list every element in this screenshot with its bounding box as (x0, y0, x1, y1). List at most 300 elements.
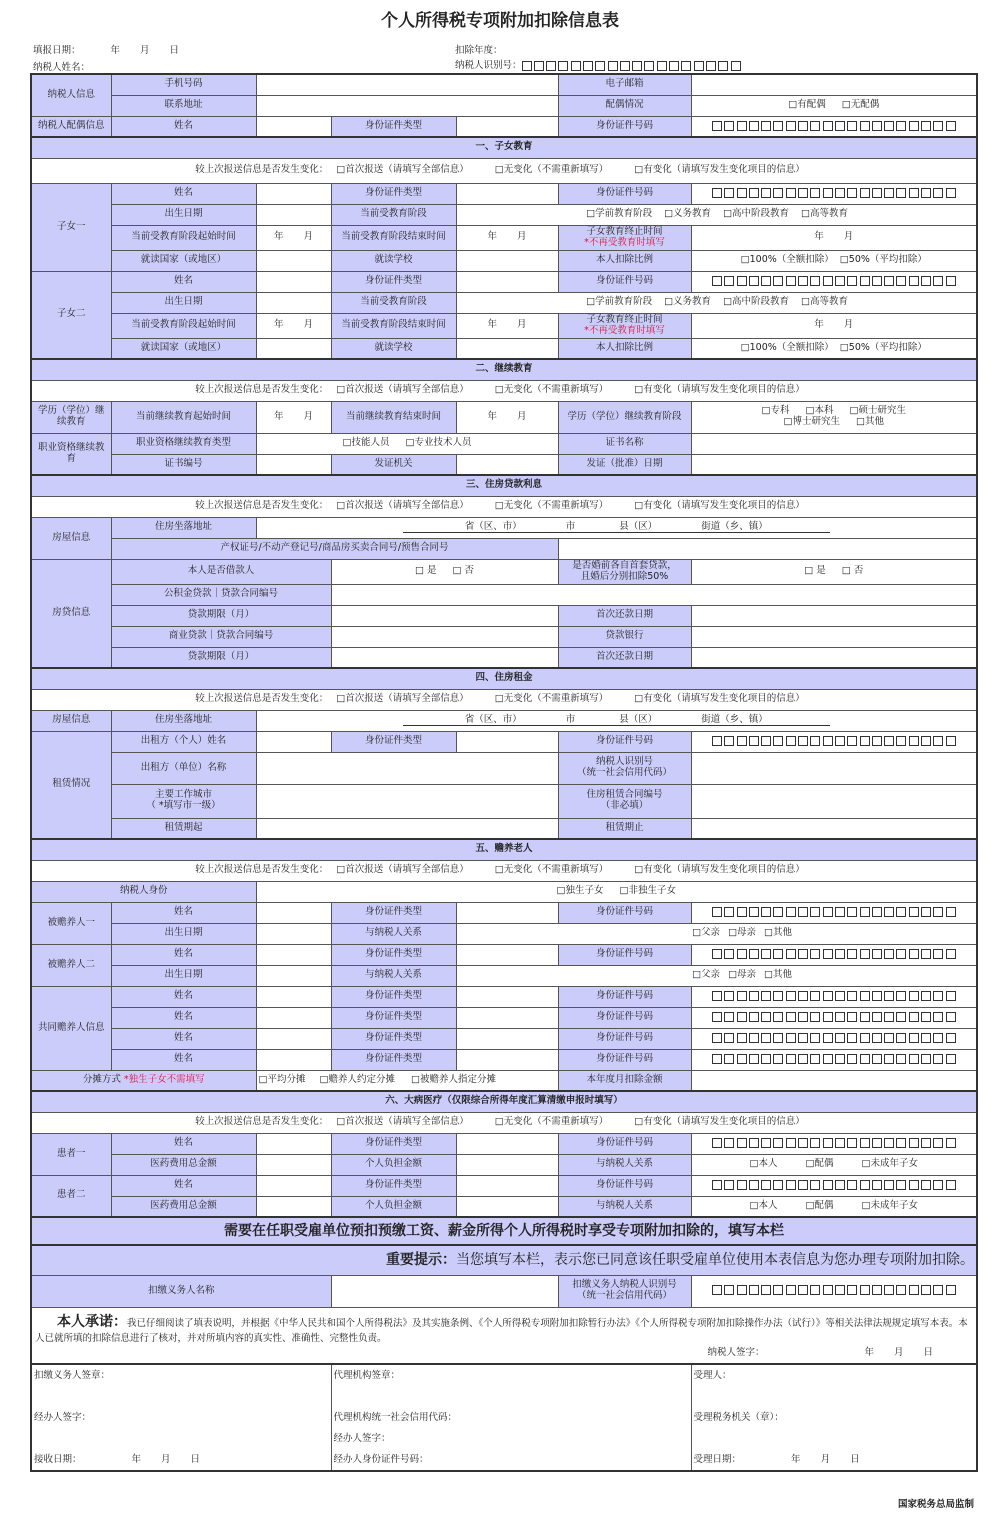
child-1-school-field[interactable] (456, 250, 558, 271)
id-digit-box[interactable] (712, 1138, 722, 1148)
id-digit-box[interactable] (798, 736, 808, 746)
id-digit-box[interactable] (737, 276, 747, 286)
id-digit-box[interactable] (823, 991, 833, 1001)
id-digit-box[interactable] (860, 1285, 870, 1295)
id-digit-box[interactable] (749, 1285, 759, 1295)
id-digit-box[interactable] (694, 61, 704, 71)
id-digit-box[interactable] (583, 61, 593, 71)
id-digit-box[interactable] (749, 907, 759, 917)
id-digit-box[interactable] (884, 1285, 894, 1295)
id-digit-box[interactable] (896, 1138, 906, 1148)
split-even-checkbox[interactable]: □平均分摊 (258, 1073, 306, 1085)
id-digit-box[interactable] (933, 949, 943, 959)
id-digit-box[interactable] (909, 1033, 919, 1043)
id-digit-box[interactable] (872, 949, 882, 959)
patient-2-name-field[interactable] (256, 1175, 331, 1196)
premarital-yes-checkbox[interactable]: □ 是 (804, 565, 826, 577)
id-digit-box[interactable] (810, 1285, 820, 1295)
child-1-id-type-field[interactable] (456, 183, 558, 204)
id-digit-box[interactable] (872, 1054, 882, 1064)
id-digit-box[interactable] (847, 188, 857, 198)
id-digit-box[interactable] (761, 276, 771, 286)
id-digit-box[interactable] (786, 1054, 796, 1064)
comm-loan-term-field[interactable] (331, 647, 558, 668)
id-digit-box[interactable] (620, 61, 630, 71)
mother-checkbox[interactable]: □母亲 (728, 927, 757, 939)
id-digit-box[interactable] (773, 991, 783, 1001)
id-digit-box[interactable] (921, 991, 931, 1001)
co-supporter-3-name-field[interactable] (256, 1028, 331, 1049)
id-digit-box[interactable] (712, 1285, 722, 1295)
comm-first-repay-field[interactable] (691, 647, 977, 668)
id-digit-box[interactable] (909, 736, 919, 746)
id-digit-box[interactable] (872, 1033, 882, 1043)
id-digit-box[interactable] (835, 188, 845, 198)
dependent-1-id-boxes[interactable] (712, 907, 956, 917)
id-digit-box[interactable] (921, 949, 931, 959)
id-digit-box[interactable] (933, 1180, 943, 1190)
id-digit-box[interactable] (823, 1180, 833, 1190)
id-digit-box[interactable] (946, 1180, 956, 1190)
id-digit-box[interactable] (884, 1012, 894, 1022)
id-digit-box[interactable] (847, 991, 857, 1001)
father-checkbox[interactable]: □父亲 (692, 969, 721, 981)
id-digit-box[interactable] (823, 1285, 833, 1295)
id-digit-box[interactable] (786, 1012, 796, 1022)
skill-checkbox[interactable]: □技能人员 (342, 437, 390, 449)
id-digit-box[interactable] (823, 121, 833, 131)
id-digit-box[interactable] (571, 61, 581, 71)
id-digit-box[interactable] (712, 1033, 722, 1043)
id-digit-box[interactable] (798, 276, 808, 286)
id-digit-box[interactable] (933, 991, 943, 1001)
patient-1-med-total-field[interactable] (256, 1154, 331, 1175)
other-relation-checkbox[interactable]: □其他 (764, 927, 793, 939)
changed-checkbox[interactable]: □有变化（请填写发生变化项目的信息） (634, 1116, 805, 1128)
stage-option-checkbox[interactable]: □学前教育阶段 (586, 208, 653, 220)
stage-option-checkbox[interactable]: □义务教育 (664, 208, 712, 220)
id-digit-box[interactable] (810, 1033, 820, 1043)
id-digit-box[interactable] (847, 1054, 857, 1064)
id-digit-box[interactable] (872, 991, 882, 1001)
id-digit-box[interactable] (823, 1033, 833, 1043)
id-digit-box[interactable] (847, 1285, 857, 1295)
dependent-2-id-boxes[interactable] (712, 949, 956, 959)
id-digit-box[interactable] (884, 907, 894, 917)
id-digit-box[interactable] (761, 991, 771, 1001)
id-digit-box[interactable] (933, 121, 943, 131)
id-digit-box[interactable] (860, 736, 870, 746)
id-digit-box[interactable] (909, 1138, 919, 1148)
id-digit-box[interactable] (737, 949, 747, 959)
id-digit-box[interactable] (896, 1054, 906, 1064)
co-supporter-2-id-boxes[interactable] (712, 1012, 956, 1022)
id-digit-box[interactable] (884, 1138, 894, 1148)
id-digit-box[interactable] (872, 276, 882, 286)
first-report-checkbox[interactable]: □首次报送（请填写全部信息） (336, 1116, 469, 1128)
fund-loan-field[interactable] (331, 584, 977, 605)
id-digit-box[interactable] (933, 907, 943, 917)
dependent-1-name-field[interactable] (256, 902, 331, 923)
id-digit-box[interactable] (872, 1180, 882, 1190)
self-checkbox[interactable]: □本人 (749, 1199, 778, 1211)
id-digit-box[interactable] (724, 1285, 734, 1295)
bank-field[interactable] (691, 626, 977, 647)
id-digit-box[interactable] (773, 1285, 783, 1295)
house-address-field[interactable] (256, 517, 977, 538)
id-digit-box[interactable] (737, 907, 747, 917)
id-digit-box[interactable] (786, 736, 796, 746)
child-2-school-field[interactable] (456, 338, 558, 359)
id-digit-box[interactable] (632, 61, 642, 71)
tech-checkbox[interactable]: □专业技术人员 (405, 437, 472, 449)
id-digit-box[interactable] (872, 907, 882, 917)
id-digit-box[interactable] (810, 991, 820, 1001)
id-digit-box[interactable] (761, 1033, 771, 1043)
dependent-2-birth-field[interactable] (256, 965, 331, 986)
id-digit-box[interactable] (946, 1138, 956, 1148)
not-only-child-checkbox[interactable]: □非独生子女 (619, 885, 676, 897)
id-digit-box[interactable] (847, 121, 857, 131)
spouse-id-type-field[interactable] (456, 116, 558, 137)
father-checkbox[interactable]: □父亲 (692, 927, 721, 939)
id-digit-box[interactable] (909, 1285, 919, 1295)
id-digit-box[interactable] (896, 1033, 906, 1043)
changed-checkbox[interactable]: □有变化（请填写发生变化项目的信息） (634, 164, 805, 176)
id-digit-box[interactable] (786, 121, 796, 131)
id-digit-box[interactable] (946, 121, 956, 131)
id-digit-box[interactable] (798, 1285, 808, 1295)
id-digit-box[interactable] (773, 188, 783, 198)
id-digit-box[interactable] (847, 736, 857, 746)
issuer-field[interactable] (456, 454, 558, 475)
id-digit-box[interactable] (872, 1285, 882, 1295)
id-digit-box[interactable] (681, 61, 691, 71)
has-spouse-checkbox[interactable]: □有配偶 (788, 99, 826, 111)
id-digit-box[interactable] (712, 991, 722, 1001)
contract-field[interactable] (691, 784, 977, 818)
id-digit-box[interactable] (798, 991, 808, 1001)
id-digit-box[interactable] (909, 949, 919, 959)
id-digit-box[interactable] (896, 907, 906, 917)
id-digit-box[interactable] (773, 907, 783, 917)
id-digit-box[interactable] (773, 1180, 783, 1190)
id-digit-box[interactable] (737, 1054, 747, 1064)
no-change-checkbox[interactable]: □无变化（不需重新填写） (494, 693, 609, 705)
child-2-birth-field[interactable] (256, 292, 331, 313)
id-digit-box[interactable] (884, 949, 894, 959)
id-digit-box[interactable] (909, 121, 919, 131)
id-digit-box[interactable] (786, 1180, 796, 1190)
id-digit-box[interactable] (657, 61, 667, 71)
no-change-checkbox[interactable]: □无变化（不需重新填写） (494, 864, 609, 876)
id-digit-box[interactable] (749, 991, 759, 1001)
id-digit-box[interactable] (946, 1285, 956, 1295)
borrower-no-checkbox[interactable]: □ 否 (452, 565, 475, 577)
id-digit-box[interactable] (872, 1138, 882, 1148)
lessor-name-field[interactable] (256, 731, 331, 752)
id-digit-box[interactable] (773, 1012, 783, 1022)
id-digit-box[interactable] (724, 1054, 734, 1064)
id-digit-box[interactable] (786, 949, 796, 959)
split-designated-checkbox[interactable]: □被赡养人指定分摊 (410, 1073, 496, 1085)
id-digit-box[interactable] (731, 61, 741, 71)
id-digit-box[interactable] (712, 121, 722, 131)
id-digit-box[interactable] (749, 736, 759, 746)
id-digit-box[interactable] (921, 121, 931, 131)
id-digit-box[interactable] (724, 188, 734, 198)
id-digit-box[interactable] (810, 188, 820, 198)
fund-loan-term-field[interactable] (331, 605, 558, 626)
id-digit-box[interactable] (909, 1012, 919, 1022)
patient-2-id-type-field[interactable] (456, 1175, 558, 1196)
patient-2-med-self-field[interactable] (456, 1196, 558, 1217)
id-digit-box[interactable] (872, 188, 882, 198)
id-digit-box[interactable] (724, 991, 734, 1001)
id-digit-box[interactable] (761, 736, 771, 746)
id-digit-box[interactable] (773, 276, 783, 286)
lessor-org-field[interactable] (256, 752, 558, 784)
id-digit-box[interactable] (749, 188, 759, 198)
id-digit-box[interactable] (712, 1012, 722, 1022)
co-supporter-3-id-boxes[interactable] (712, 1033, 956, 1043)
master-checkbox[interactable]: □硕士研究生 (849, 405, 906, 417)
id-digit-box[interactable] (773, 949, 783, 959)
id-digit-box[interactable] (810, 736, 820, 746)
id-digit-box[interactable] (909, 276, 919, 286)
id-digit-box[interactable] (946, 276, 956, 286)
id-digit-box[interactable] (823, 907, 833, 917)
dependent-1-id-type-field[interactable] (456, 902, 558, 923)
id-digit-box[interactable] (835, 276, 845, 286)
id-digit-box[interactable] (823, 736, 833, 746)
id-digit-box[interactable] (896, 188, 906, 198)
id-digit-box[interactable] (786, 276, 796, 286)
id-digit-box[interactable] (786, 1138, 796, 1148)
id-digit-box[interactable] (946, 991, 956, 1001)
id-digit-box[interactable] (909, 188, 919, 198)
no-change-checkbox[interactable]: □无变化（不需重新填写） (494, 1116, 609, 1128)
id-digit-box[interactable] (773, 1033, 783, 1043)
spouse-checkbox[interactable]: □配偶 (805, 1199, 834, 1211)
id-digit-box[interactable] (786, 907, 796, 917)
dependent-2-name-field[interactable] (256, 944, 331, 965)
id-digit-box[interactable] (884, 276, 894, 286)
id-digit-box[interactable] (798, 1012, 808, 1022)
id-digit-box[interactable] (712, 1054, 722, 1064)
id-digit-box[interactable] (737, 1285, 747, 1295)
borrower-yes-checkbox[interactable]: □ 是 (415, 565, 437, 577)
id-digit-box[interactable] (896, 991, 906, 1001)
first-report-checkbox[interactable]: □首次报送（请填写全部信息） (336, 164, 469, 176)
first-report-checkbox[interactable]: □首次报送（请填写全部信息） (336, 500, 469, 512)
id-digit-box[interactable] (946, 907, 956, 917)
self-checkbox[interactable]: □本人 (749, 1158, 778, 1170)
co-supporter-4-id-boxes[interactable] (712, 1054, 956, 1064)
child-2-id-boxes[interactable] (712, 276, 956, 286)
id-digit-box[interactable] (860, 276, 870, 286)
stage-option-checkbox[interactable]: □高等教育 (801, 296, 849, 308)
id-digit-box[interactable] (860, 907, 870, 917)
id-digit-box[interactable] (749, 1180, 759, 1190)
id-digit-box[interactable] (798, 1054, 808, 1064)
id-digit-box[interactable] (761, 188, 771, 198)
id-digit-box[interactable] (749, 1054, 759, 1064)
id-digit-box[interactable] (761, 121, 771, 131)
child-1-name-field[interactable] (256, 183, 331, 204)
first-report-checkbox[interactable]: □首次报送（请填写全部信息） (336, 864, 469, 876)
cert-name-field[interactable] (691, 433, 977, 454)
no-change-checkbox[interactable]: □无变化（不需重新填写） (494, 164, 609, 176)
id-digit-box[interactable] (749, 1138, 759, 1148)
co-supporter-2-id-type-field[interactable] (456, 1007, 558, 1028)
lessor-id-boxes[interactable] (712, 736, 956, 746)
id-digit-box[interactable] (921, 1012, 931, 1022)
id-digit-box[interactable] (835, 1012, 845, 1022)
stage-option-checkbox[interactable]: □高中阶段教育 (723, 208, 790, 220)
id-digit-box[interactable] (712, 188, 722, 198)
id-digit-box[interactable] (946, 1054, 956, 1064)
id-digit-box[interactable] (860, 1012, 870, 1022)
id-digit-box[interactable] (761, 1054, 771, 1064)
id-digit-box[interactable] (933, 1138, 943, 1148)
rent-end-field[interactable] (691, 818, 977, 839)
changed-checkbox[interactable]: □有变化（请填写发生变化项目的信息） (634, 384, 805, 396)
id-digit-box[interactable] (712, 949, 722, 959)
id-digit-box[interactable] (724, 1138, 734, 1148)
stage-option-checkbox[interactable]: □学前教育阶段 (586, 296, 653, 308)
id-digit-box[interactable] (860, 1033, 870, 1043)
premarital-no-checkbox[interactable]: □ 否 (841, 565, 864, 577)
id-digit-box[interactable] (724, 121, 734, 131)
cert-no-field[interactable] (256, 454, 331, 475)
id-digit-box[interactable] (798, 1180, 808, 1190)
id-digit-box[interactable] (884, 1180, 894, 1190)
id-digit-box[interactable] (712, 736, 722, 746)
id-digit-box[interactable] (737, 991, 747, 1001)
id-digit-box[interactable] (860, 1138, 870, 1148)
id-digit-box[interactable] (823, 1012, 833, 1022)
id-digit-box[interactable] (921, 1180, 931, 1190)
id-digit-box[interactable] (835, 1180, 845, 1190)
id-digit-box[interactable] (761, 1180, 771, 1190)
id-digit-box[interactable] (933, 276, 943, 286)
id-digit-box[interactable] (669, 61, 679, 71)
co-supporter-1-id-type-field[interactable] (456, 986, 558, 1007)
withholder-id-boxes[interactable] (712, 1285, 956, 1295)
id-digit-box[interactable] (712, 907, 722, 917)
id-digit-box[interactable] (810, 1054, 820, 1064)
rent-address-field[interactable] (256, 710, 977, 731)
no-spouse-checkbox[interactable]: □无配偶 (841, 99, 880, 111)
id-digit-box[interactable] (798, 188, 808, 198)
co-supporter-2-name-field[interactable] (256, 1007, 331, 1028)
id-digit-box[interactable] (896, 736, 906, 746)
doctor-checkbox[interactable]: □博士研究生 (783, 416, 841, 427)
property-cert-field[interactable] (558, 538, 977, 559)
stage-option-checkbox[interactable]: □高等教育 (801, 208, 849, 220)
id-digit-box[interactable] (933, 1285, 943, 1295)
id-digit-box[interactable] (773, 121, 783, 131)
bachelor-checkbox[interactable]: □本科 (805, 405, 834, 417)
id-digit-box[interactable] (909, 1054, 919, 1064)
child-2-country-field[interactable] (256, 338, 331, 359)
id-digit-box[interactable] (595, 61, 605, 71)
patient-1-id-boxes[interactable] (712, 1138, 956, 1148)
id-digit-box[interactable] (896, 949, 906, 959)
rent-start-field[interactable] (256, 818, 558, 839)
id-digit-box[interactable] (737, 1033, 747, 1043)
patient-1-med-self-field[interactable] (456, 1154, 558, 1175)
id-digit-box[interactable] (712, 276, 722, 286)
id-digit-box[interactable] (860, 188, 870, 198)
id-digit-box[interactable] (933, 1054, 943, 1064)
id-digit-box[interactable] (835, 949, 845, 959)
id-digit-box[interactable] (761, 1138, 771, 1148)
id-digit-box[interactable] (847, 1180, 857, 1190)
co-supporter-1-name-field[interactable] (256, 986, 331, 1007)
id-digit-box[interactable] (884, 121, 894, 131)
id-digit-box[interactable] (823, 1054, 833, 1064)
id-digit-box[interactable] (724, 1012, 734, 1022)
id-digit-box[interactable] (823, 276, 833, 286)
id-digit-box[interactable] (823, 949, 833, 959)
id-digit-box[interactable] (921, 1285, 931, 1295)
id-digit-box[interactable] (522, 61, 532, 71)
ratio-100-checkbox[interactable]: □100%（全额扣除） (740, 341, 834, 353)
patient-2-id-boxes[interactable] (712, 1180, 956, 1190)
id-digit-box[interactable] (860, 121, 870, 131)
child-1-id-boxes[interactable] (712, 188, 956, 198)
id-digit-box[interactable] (921, 1033, 931, 1043)
id-digit-box[interactable] (946, 949, 956, 959)
id-digit-box[interactable] (933, 736, 943, 746)
child-2-name-field[interactable] (256, 271, 331, 292)
co-supporter-1-id-boxes[interactable] (712, 991, 956, 1001)
spouse-checkbox[interactable]: □配偶 (805, 1158, 834, 1170)
id-digit-box[interactable] (724, 949, 734, 959)
id-digit-box[interactable] (884, 1054, 894, 1064)
dependent-1-birth-field[interactable] (256, 923, 331, 944)
id-digit-box[interactable] (558, 61, 568, 71)
id-digit-box[interactable] (921, 1054, 931, 1064)
id-digit-box[interactable] (909, 907, 919, 917)
id-digit-box[interactable] (847, 1012, 857, 1022)
other-relation-checkbox[interactable]: □其他 (764, 969, 793, 981)
child-1-birth-field[interactable] (256, 204, 331, 225)
id-digit-box[interactable] (860, 1180, 870, 1190)
id-digit-box[interactable] (786, 188, 796, 198)
no-change-checkbox[interactable]: □无变化（不需重新填写） (494, 384, 609, 396)
id-digit-box[interactable] (946, 1012, 956, 1022)
id-digit-box[interactable] (798, 121, 808, 131)
id-digit-box[interactable] (835, 1033, 845, 1043)
co-supporter-4-name-field[interactable] (256, 1049, 331, 1070)
id-digit-box[interactable] (773, 736, 783, 746)
id-digit-box[interactable] (823, 1138, 833, 1148)
id-digit-box[interactable] (798, 949, 808, 959)
id-digit-box[interactable] (847, 949, 857, 959)
id-digit-box[interactable] (860, 1054, 870, 1064)
id-digit-box[interactable] (810, 1138, 820, 1148)
patient-1-id-type-field[interactable] (456, 1133, 558, 1154)
id-digit-box[interactable] (737, 736, 747, 746)
id-digit-box[interactable] (644, 61, 654, 71)
id-digit-box[interactable] (737, 1012, 747, 1022)
id-digit-box[interactable] (761, 1012, 771, 1022)
patient-1-name-field[interactable] (256, 1133, 331, 1154)
id-digit-box[interactable] (749, 1012, 759, 1022)
